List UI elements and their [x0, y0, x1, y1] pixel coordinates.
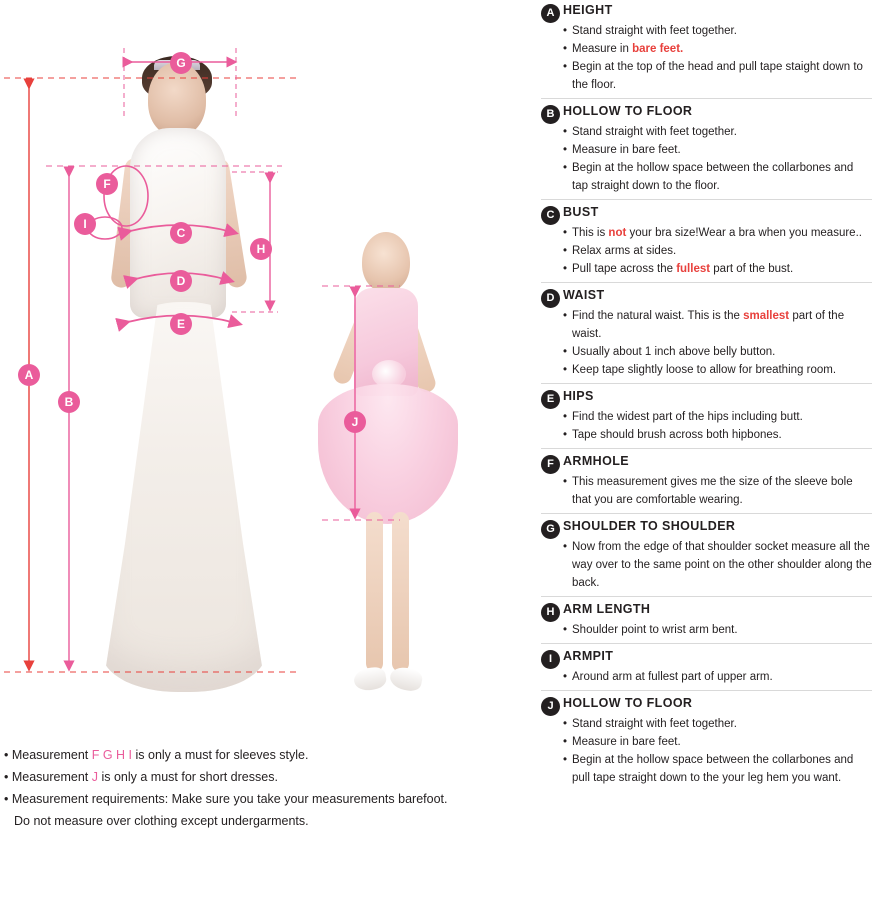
- marker-badge-a: A: [18, 364, 40, 386]
- instruction-bullet: • Shoulder point to wrist arm bent.: [563, 621, 872, 639]
- instruction-entry-arm-length: [533, 601, 872, 639]
- instruction-entry-height: [533, 2, 872, 94]
- instruction-entry-waist: [533, 287, 872, 379]
- instruction-entry-hollow-to-floor: [533, 103, 872, 195]
- marker-badge-e: E: [170, 313, 192, 335]
- entry-divider: [541, 448, 872, 449]
- footer-note-3: • Measurement requirements: Make sure you take your measurements barefoot.: [4, 792, 448, 806]
- marker-badge-f: F: [96, 173, 118, 195]
- instruction-bullet: • Measure in bare feet.: [563, 40, 872, 58]
- instructions-panel: [533, 0, 872, 897]
- entry-divider: [541, 199, 872, 200]
- instruction-title-d: WAIST: [563, 288, 605, 302]
- instruction-badge-j: J: [541, 697, 560, 716]
- instruction-bullet: • Stand straight with feet together.: [563, 715, 872, 733]
- girl-left-shoe: [352, 665, 387, 692]
- marker-badge-i: I: [74, 213, 96, 235]
- entry-divider: [541, 282, 872, 283]
- marker-badge-g: G: [170, 52, 192, 74]
- instruction-badge-c: C: [541, 206, 560, 225]
- footer-note-1-suffix: is only a must for sleeves style.: [132, 748, 309, 762]
- bullet-highlight: bare feet.: [632, 43, 684, 55]
- instruction-badge-f: F: [541, 455, 560, 474]
- instruction-bullet: • Around arm at fullest part of upper arm.: [563, 668, 872, 686]
- footer-note-3-sub: Do not measure over clothing except undergarments.: [14, 814, 309, 828]
- instruction-title-a: HEIGHT: [563, 3, 613, 17]
- marker-badge-j: J: [344, 411, 366, 433]
- instruction-bullet: • Stand straight with feet together.: [563, 22, 872, 40]
- marker-badge-c: C: [170, 222, 192, 244]
- bullet-highlight: smallest: [743, 310, 790, 322]
- marker-badge-h: H: [250, 238, 272, 260]
- bullet-highlight: fullest: [676, 263, 711, 275]
- instruction-badge-d: D: [541, 289, 560, 308]
- instruction-entry-bust: [533, 204, 872, 278]
- footer-note-1: [4, 744, 504, 766]
- girl-right-leg: [392, 512, 409, 672]
- instruction-title-h: ARM LENGTH: [563, 602, 651, 616]
- footer-note-1-highlight: F G H I: [91, 748, 133, 762]
- entry-divider: [541, 98, 872, 99]
- marker-badge-b: B: [58, 391, 80, 413]
- instruction-bullet: • Begin at the hollow space between the collarbones and tap straight down to the floor.: [563, 159, 872, 195]
- instruction-bullet: • Now from the edge of that shoulder socket measure all the way over to the same point on the other shoulder along the back.: [563, 538, 872, 592]
- instruction-bullet: • Begin at the hollow space between the collarbones and pull tape straight down to the your leg hem you want.: [563, 751, 872, 787]
- instruction-title-i: ARMPIT: [563, 649, 614, 663]
- footer-note-2-prefix: • Measurement: [4, 770, 92, 784]
- instruction-badge-e: E: [541, 390, 560, 409]
- instruction-entry-armhole: [533, 453, 872, 509]
- instruction-badge-i: I: [541, 650, 560, 669]
- instruction-entry-shoulder-to-shoulder: [533, 518, 872, 592]
- instruction-title-c: BUST: [563, 205, 599, 219]
- instruction-bullet: • Begin at the top of the head and pull tape staight down to the floor.: [563, 58, 872, 94]
- entry-divider: [541, 596, 872, 597]
- instruction-entry-hollow-to-floor-short: [533, 695, 872, 787]
- instruction-bullet: • Pull tape across the fullest part of the bust.: [563, 260, 872, 278]
- instruction-bullet: • Measure in bare feet.: [563, 733, 872, 751]
- instruction-bullet: • Find the natural waist. This is the smallest part of the waist.: [563, 307, 872, 343]
- instruction-badge-a: A: [541, 4, 560, 23]
- footer-note-1-prefix: • Measurement: [4, 748, 92, 762]
- bride-skirt: [102, 302, 266, 692]
- marker-badge-d: D: [170, 270, 192, 292]
- instruction-bullet: • Stand straight with feet together.: [563, 123, 872, 141]
- instruction-bullet: • Usually about 1 inch above belly button.: [563, 343, 872, 361]
- footer-note-2-suffix: is only a must for short dresses.: [98, 770, 278, 784]
- instruction-entry-armpit: [533, 648, 872, 686]
- instruction-bullet: • Find the widest part of the hips including butt.: [563, 408, 872, 426]
- instruction-bullet: • This measurement gives me the size of the sleeve bole that you are comfortable wearing.: [563, 473, 872, 509]
- instruction-title-f: ARMHOLE: [563, 454, 629, 468]
- instruction-title-j: HOLLOW TO FLOOR: [563, 696, 693, 710]
- footer-note-2-highlight: J: [91, 770, 98, 784]
- instruction-bullet: • Relax arms at sides.: [563, 242, 872, 260]
- entry-divider: [541, 690, 872, 691]
- bride-figure-image: [96, 62, 276, 682]
- entry-divider: [541, 383, 872, 384]
- instruction-bullet: • Measure in bare feet.: [563, 141, 872, 159]
- entry-divider: [541, 643, 872, 644]
- instruction-bullet: • Tape should brush across both hipbones.: [563, 426, 872, 444]
- instruction-badge-h: H: [541, 603, 560, 622]
- girl-left-leg: [366, 512, 383, 672]
- footer-note-2: [4, 766, 504, 788]
- girl-skirt: [318, 384, 458, 524]
- girl-head: [362, 232, 410, 292]
- girl-right-shoe: [388, 665, 424, 693]
- bullet-highlight: not: [608, 227, 627, 239]
- instruction-title-e: HIPS: [563, 389, 594, 403]
- instruction-entry-hips: [533, 388, 872, 444]
- instruction-title-g: SHOULDER TO SHOULDER: [563, 519, 736, 533]
- instruction-title-b: HOLLOW TO FLOOR: [563, 104, 693, 118]
- short-dress-figure-image: [310, 232, 460, 702]
- instruction-badge-b: B: [541, 105, 560, 124]
- instruction-badge-g: G: [541, 520, 560, 539]
- instruction-bullet: • This is not your bra size!Wear a bra when you measure..: [563, 224, 872, 242]
- footer-notes: [4, 744, 504, 832]
- entry-divider: [541, 513, 872, 514]
- instruction-bullet: • Keep tape slightly loose to allow for breathing room.: [563, 361, 872, 379]
